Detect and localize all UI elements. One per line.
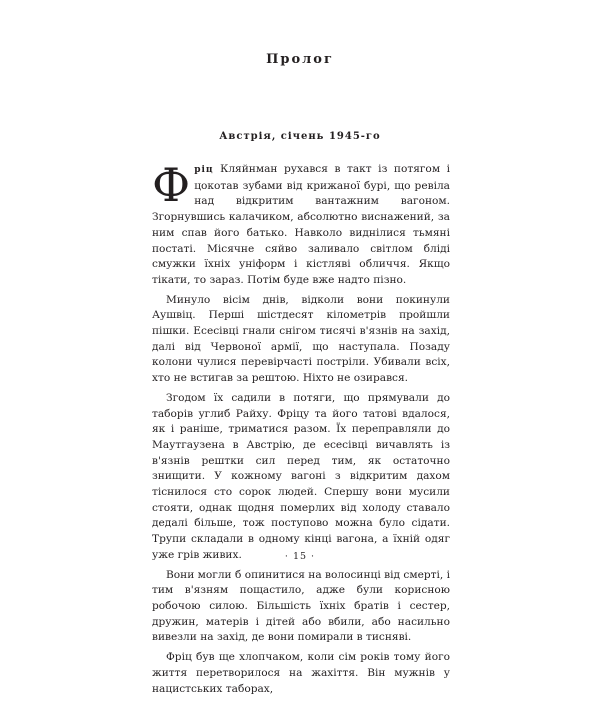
drop-cap: Ф bbox=[152, 158, 191, 212]
body-text bbox=[152, 158, 450, 701]
first-word-smallcaps: ріц bbox=[194, 165, 214, 175]
chapter-title: Пролог bbox=[266, 52, 334, 67]
paragraph-2: Минуло вісім днів, відколи вони покинули Аушвіц. Перші шістдесят кілометрів пройшли пішки. Есесівці гнали снігом тисячі в'язнів на захід, далі від Червоної армії, що наступала. Позаду колони чулися перевірчасті постріли. Убивали всіх, хто не встигав за рештою. Ніхто не озирався. bbox=[152, 293, 450, 385]
paragraph-4: Вони могли б опинитися на волосинці від смерті, і тим в'язням пощастило, адже були корисною робочою силою. Більшість їхніх братів і сестер, дружин, матерів і дітей або вбили, або насильно вивезли на захід, де вони помирали в тисняві. bbox=[152, 568, 450, 644]
paragraph-1 bbox=[152, 158, 450, 289]
section-heading: Австрія, січень 1945-го bbox=[219, 131, 381, 142]
paragraph-text: Кляйнман рухався в такт із потягом і цокотав зубами від крижаної бурі, що ревіла над відкритим вантажним вагоном. Згорнувшись калачиком, абсолютно виснажений, за ним спав його батько. Навколо виднілися тьмяні постаті. Місячне сяйво заливало світлом бліді смужки їхніх уніформ і кістляві обличчя. Якщо тікати, то зараз. Потім буде вже надто пізно. bbox=[152, 163, 450, 286]
paragraph-3: Згодом їх садили в потяги, що прямували до таборів углиб Райху. Фріцу та його татові вдалося, як і раніше, триматися разом. Їх переправляли до Маутгаузена в Австрію, де есесівці вичавлять із в'язнів рештки сил перед тим, як остаточно знищити. У кожному вагоні з відкритим дахом тіснилося сто сорок людей. Спершу вони мусили стояти, однак щодня померлих від холоду ставало дедалі більше, тож поступово можна було сідати. Трупи складали в одному кінці вагона, а їхній одяг уже грів живих. bbox=[152, 391, 450, 561]
paragraph-5: Фріц був ще хлопчаком, коли сім років тому його життя перетворилося на жахіття. Він мужнів у нацистських таборах, bbox=[152, 651, 450, 695]
page-number: · 15 · bbox=[284, 551, 316, 562]
